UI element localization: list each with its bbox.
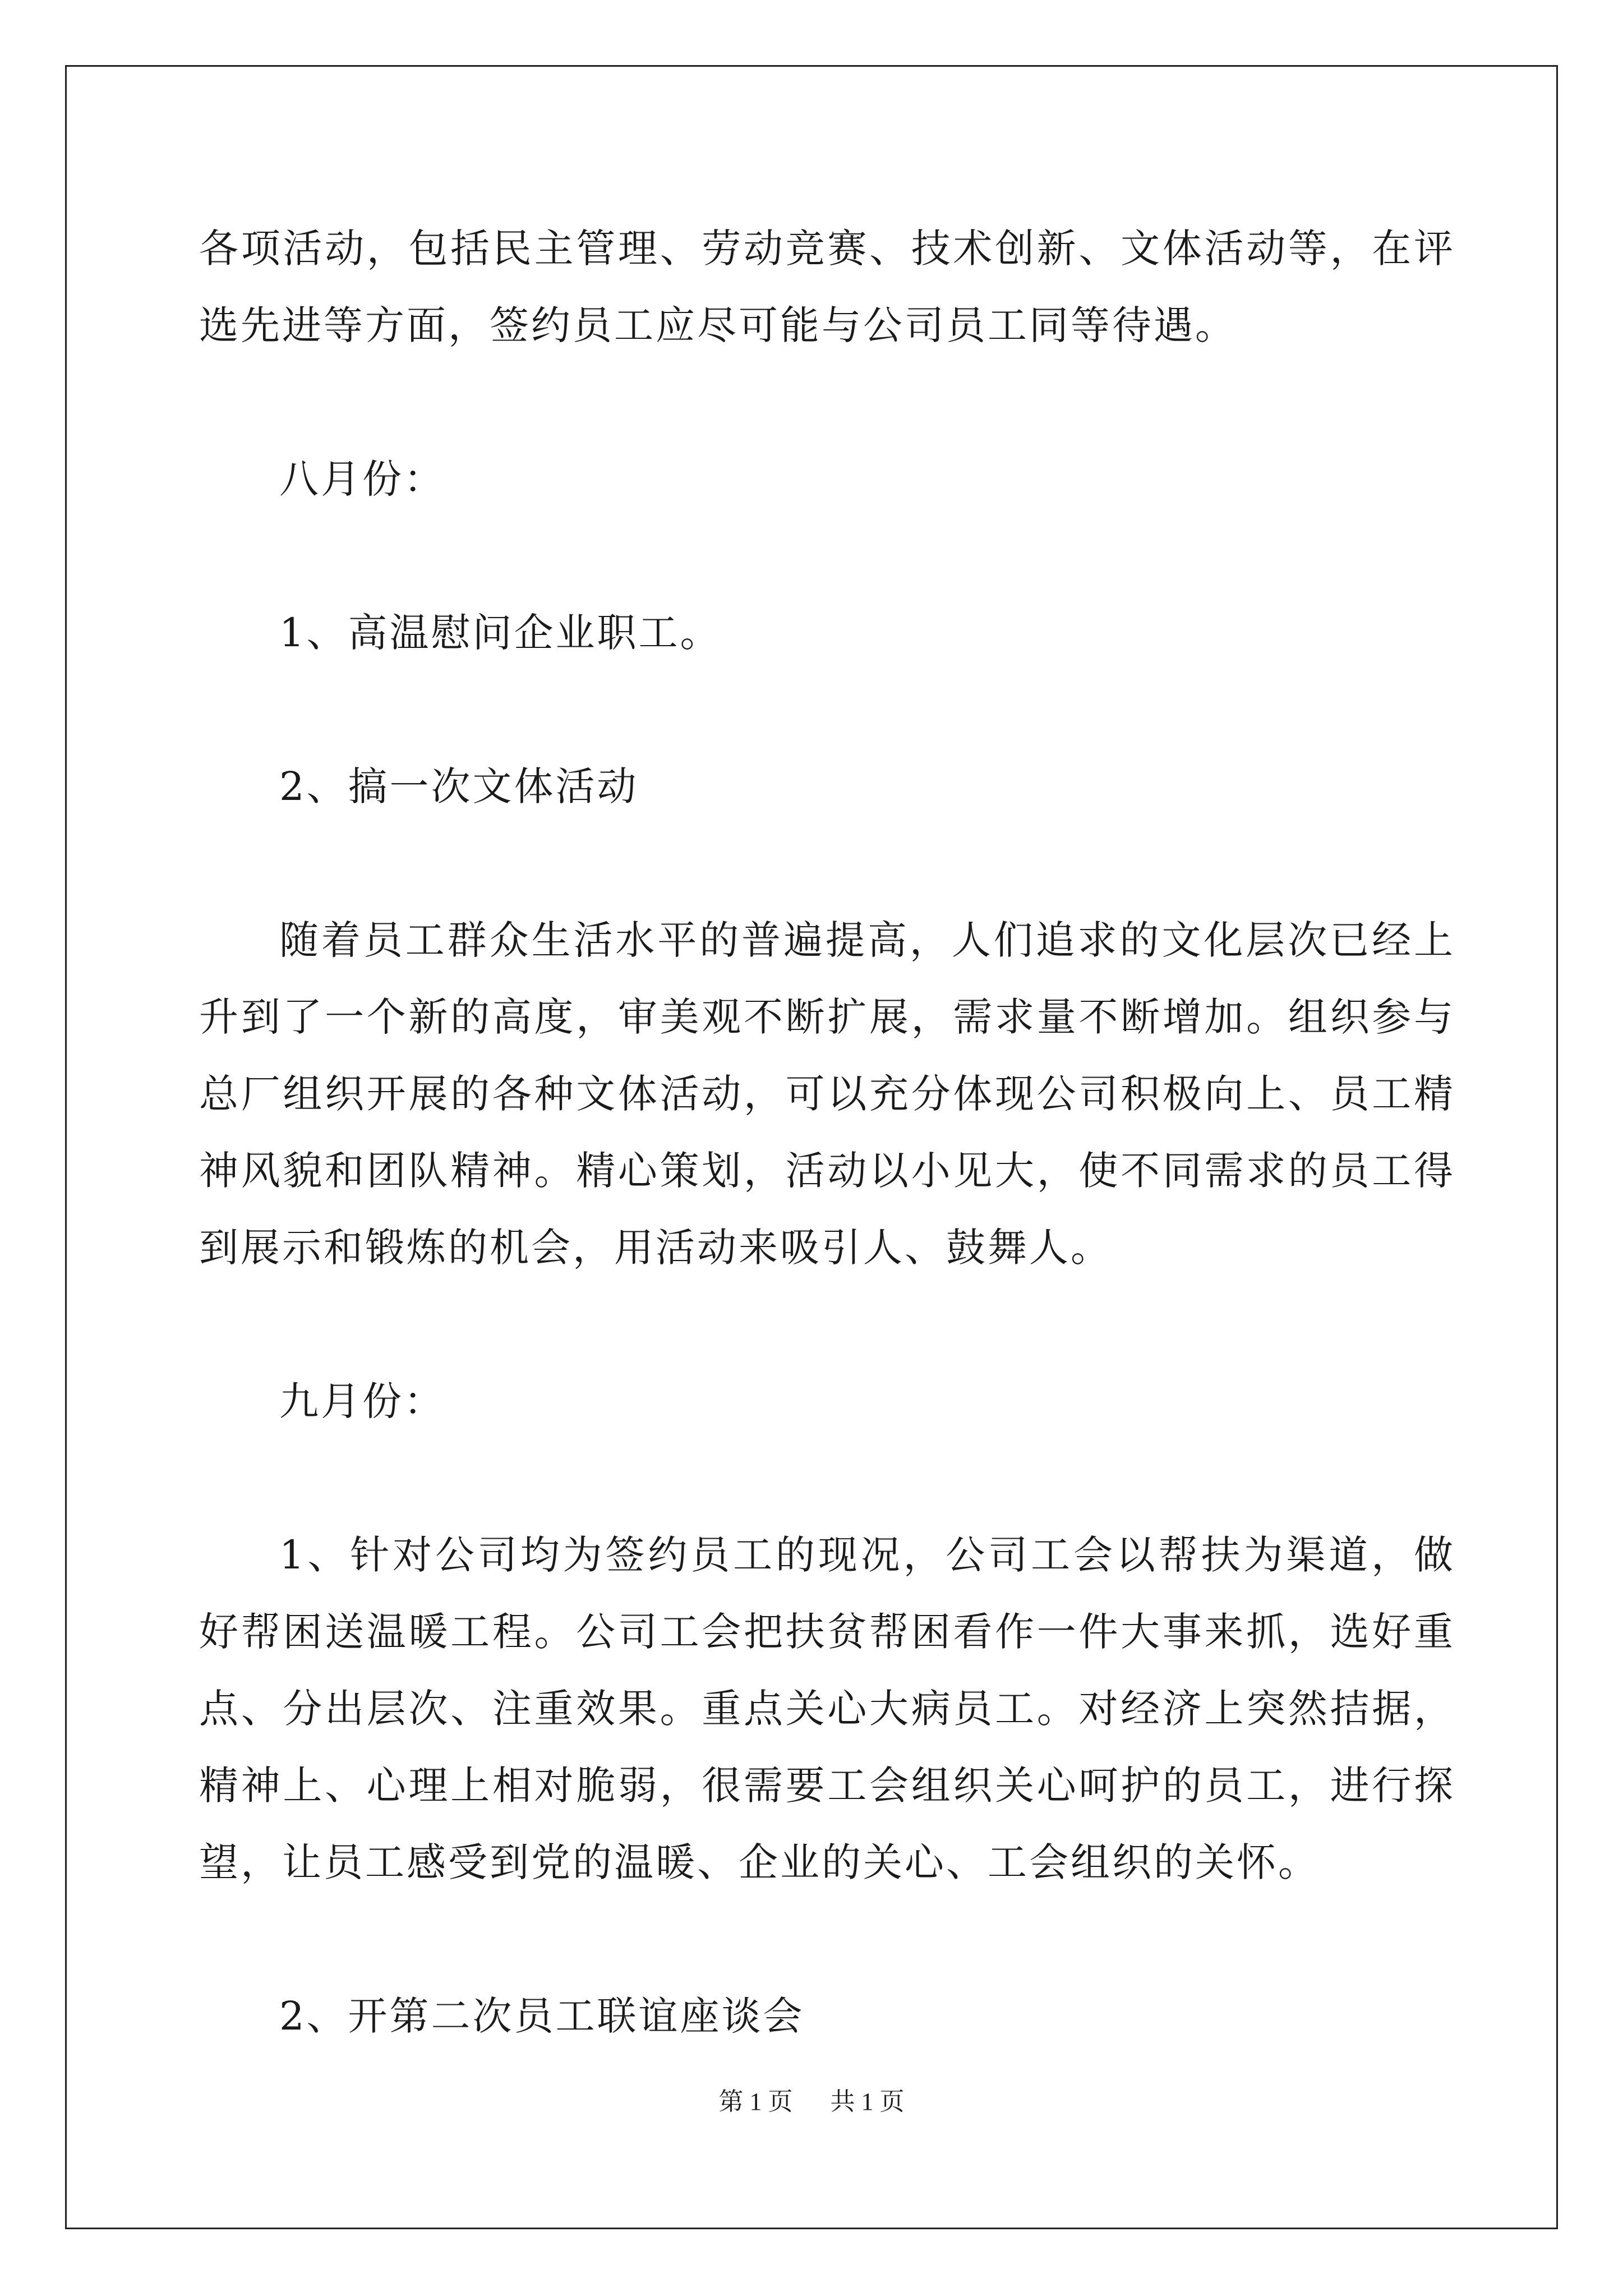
- paragraph-august-heading: 八月份：: [279, 456, 445, 502]
- paragraph-september-item-1: 1、针对公司均为签约员工的现况，公司工会以帮扶为渠道，做好帮困送温暖工程。公司工会把扶贫帮困看作一件大事来抓，选好重点、分出层次、注重效果。重点关心大病员工。对经济上突然拮据，精神上、心理上相对脆弱，很需要工会组织关心呵护的员工，进行探望，让员工感受到党的温暖、企业的关心、工会组织的关怀。: [199, 1532, 1455, 1885]
- paragraph-september-item-2: 2、开第二次员工联谊座谈会: [279, 1993, 805, 2039]
- page-number: 第 1 页: [718, 2088, 793, 2115]
- paragraph-continuation: 各项活动，包括民主管理、劳动竞赛、技术创新、文体活动等，在评选先进等方面，签约员工应尽可能与公司员工同等待遇。: [199, 226, 1455, 348]
- page-total: 共 1 页: [830, 2088, 905, 2115]
- document-body: [199, 210, 1455, 2055]
- paragraph-culture-activities: 随着员工群众生活水平的普遍提高，人们追求的文化层次已经上升到了一个新的高度，审美观不断扩展，需求量不断增加。组织参与总厂组织开展的各种文体活动，可以充分体现公司积极向上、员工精神风貌和团队精神。精心策划，活动以小见大，使不同需求的员工得到展示和锻炼的机会，用活动来吸引人、鼓舞人。: [199, 917, 1455, 1271]
- page-footer: [0, 2081, 1623, 2117]
- paragraph-august-item-1: 1、高温慰问企业职工。: [279, 610, 722, 656]
- paragraph-august-item-2: 2、搞一次文体活动: [279, 763, 639, 809]
- paragraph-september-heading: 九月份：: [279, 1378, 445, 1424]
